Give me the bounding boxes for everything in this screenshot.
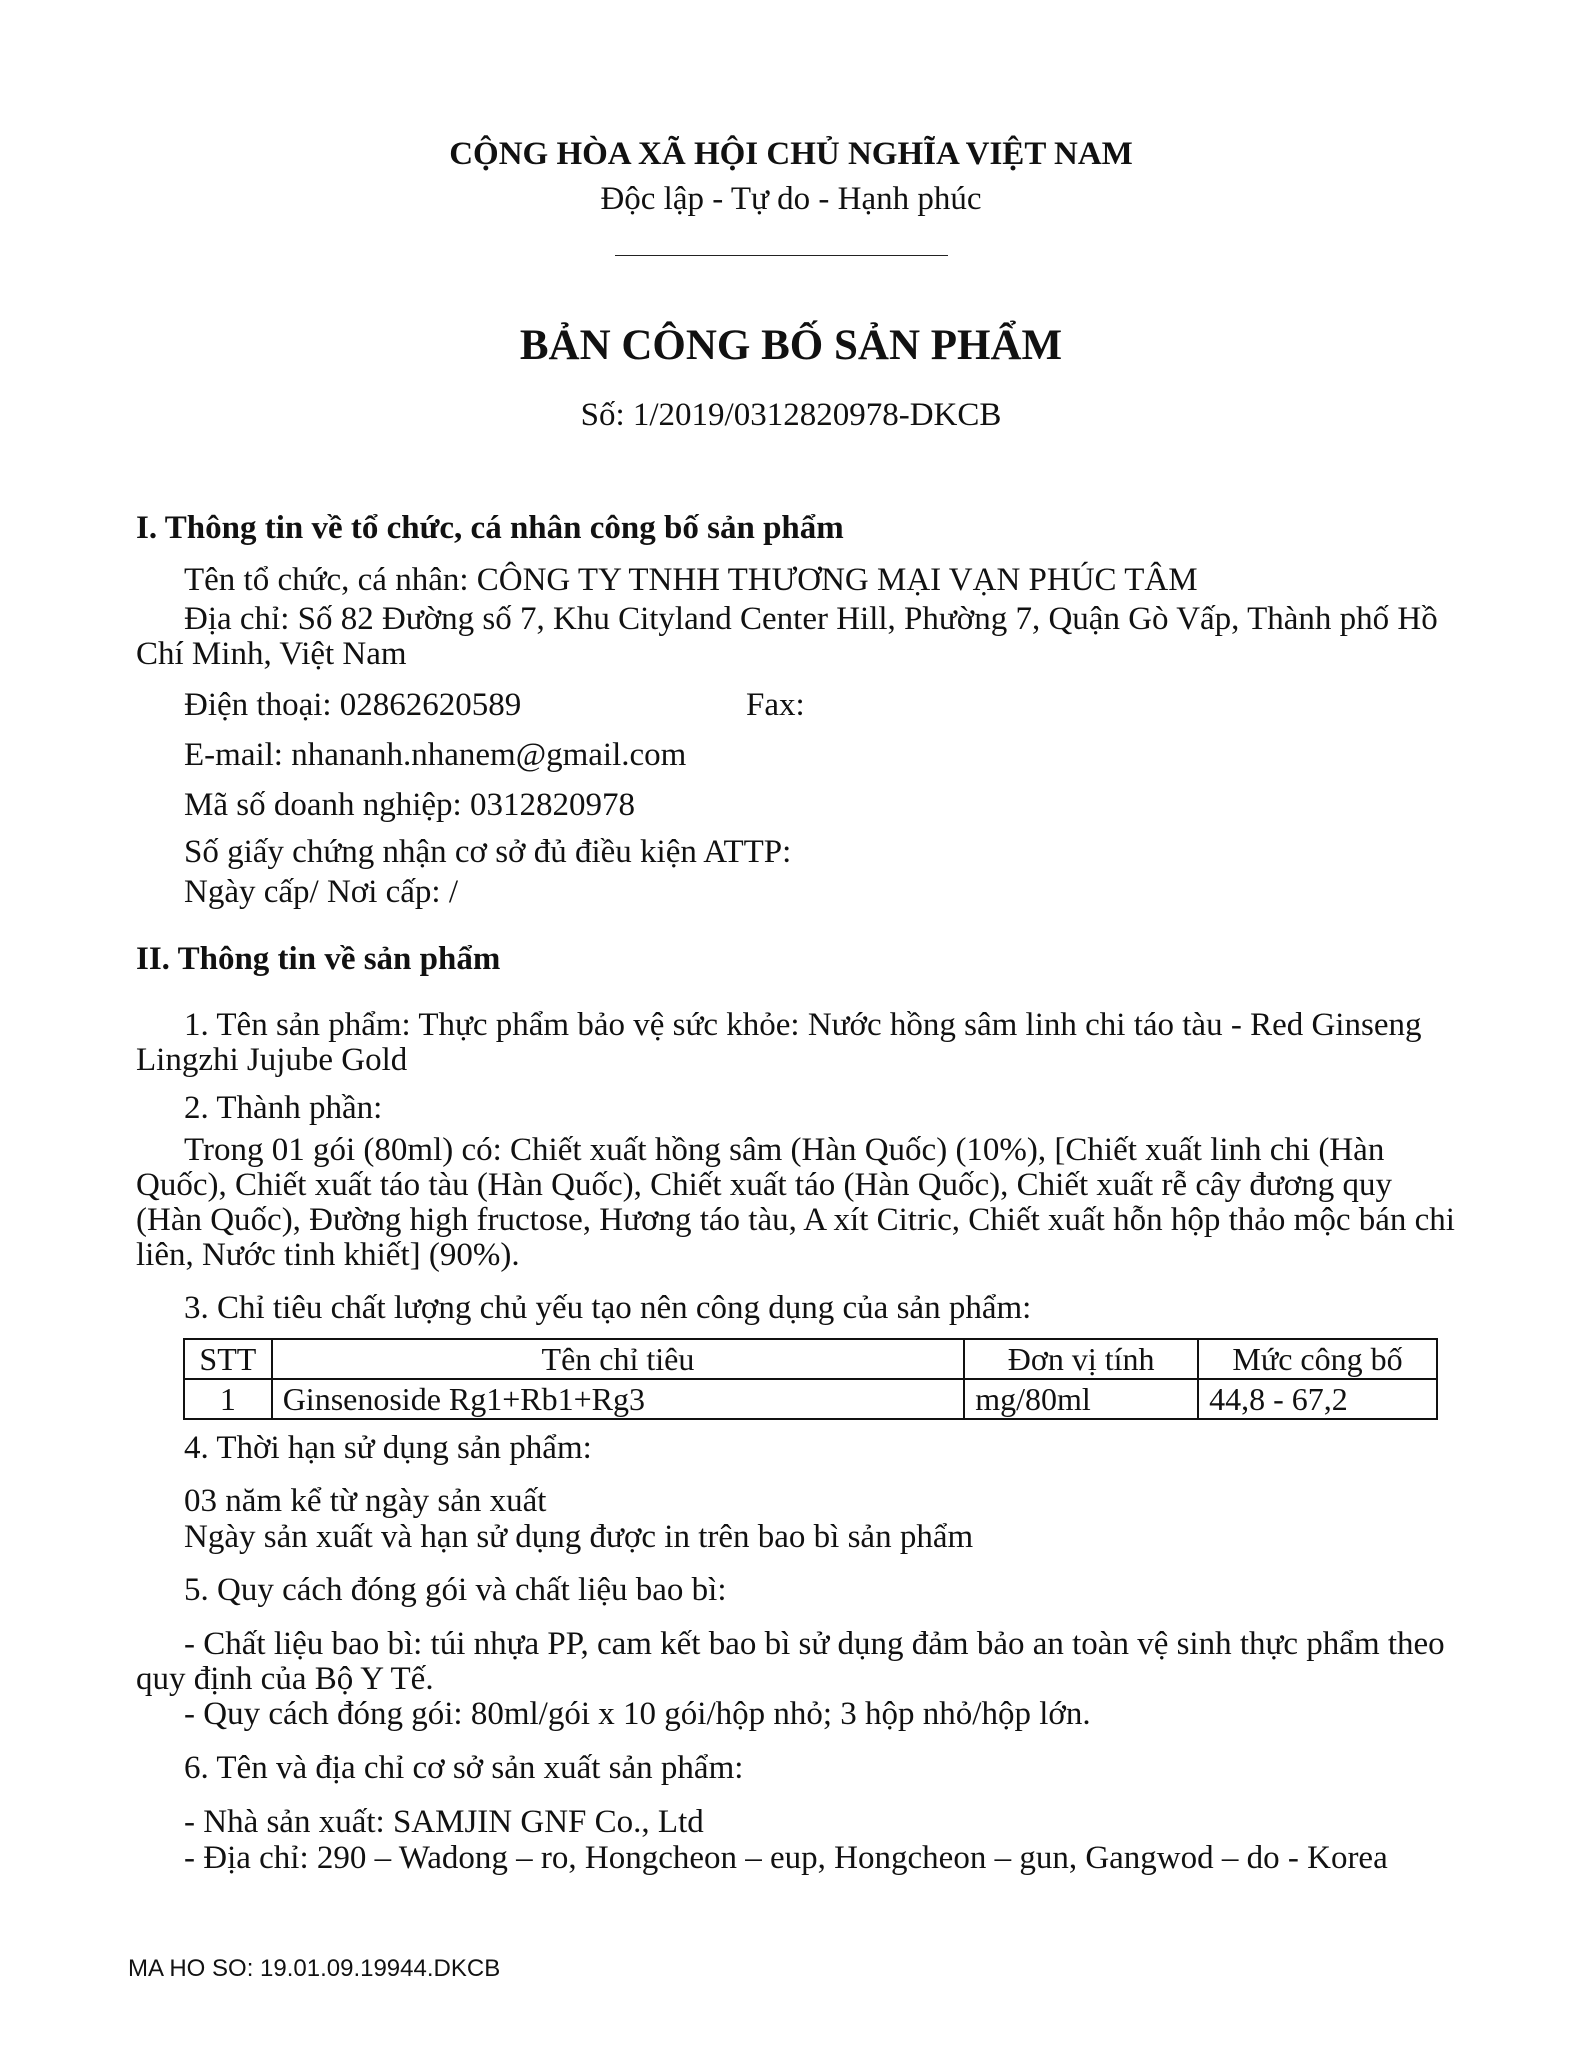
date-note: Ngày sản xuất và hạn sử dụng được in trên bao bì sản phẩm <box>184 1519 974 1555</box>
fax: Fax: <box>746 687 805 723</box>
document-title: BẢN CÔNG BỐ SẢN PHẨM <box>519 322 1063 369</box>
nation-title: CỘNG HÒA XÃ HỘI CHỦ NGHĨA VIỆT NAM <box>449 136 1133 172</box>
document-number: Số: 1/2019/0312820978-DKCB <box>580 397 1002 433</box>
table-cell: 1 <box>184 1379 272 1419</box>
org-address: Địa chỉ: Số 82 Đường số 7, Khu Cityland Center Hill, Phường 7, Quận Gò Vấp, Thành phố Hồ Chí Minh, Việt Nam <box>136 601 1438 672</box>
table-header: Tên chỉ tiêu <box>272 1339 965 1379</box>
issue-info: Ngày cấp/ Nơi cấp: / <box>184 874 459 910</box>
table-header-row <box>184 1339 1437 1379</box>
packaging-label: 5. Quy cách đóng gói và chất liệu bao bì: <box>184 1572 727 1608</box>
quality-label: 3. Chỉ tiêu chất lượng chủ yếu tạo nên công dụng của sản phẩm: <box>184 1290 1032 1326</box>
table-row <box>184 1379 1437 1419</box>
table-cell: mg/80ml <box>964 1379 1198 1419</box>
table-cell: 44,8 - 67,2 <box>1198 1379 1437 1419</box>
manufacturer-label: 6. Tên và địa chỉ cơ sở sản xuất sản phẩm: <box>184 1750 744 1786</box>
tax-code: Mã số doanh nghiệp: 0312820978 <box>184 787 635 823</box>
quality-table <box>183 1338 1438 1420</box>
divider <box>615 255 948 256</box>
section-2-heading: II. Thông tin về sản phẩm <box>136 941 501 977</box>
table-header: Mức công bố <box>1198 1339 1437 1379</box>
packing-spec: - Quy cách đóng gói: 80ml/gói x 10 gói/hộp nhỏ; 3 hộp nhỏ/hộp lớn. <box>184 1696 1091 1732</box>
manufacturer-name: - Nhà sản xuất: SAMJIN GNF Co., Ltd <box>184 1804 704 1840</box>
section-1-heading: I. Thông tin về tổ chức, cá nhân công bố sản phẩm <box>136 510 844 546</box>
motto: Độc lập - Tự do - Hạnh phúc <box>600 181 982 217</box>
phone: Điện thoại: 02862620589 <box>184 687 522 723</box>
org-name: Tên tổ chức, cá nhân: CÔNG TY TNHH THƯƠNG MẠI VẠN PHÚC TÂM <box>184 562 1198 598</box>
product-name: 1. Tên sản phẩm: Thực phẩm bảo vệ sức khỏe: Nước hồng sâm linh chi táo tàu - Red Ginseng Lingzhi Jujube Gold <box>136 1007 1422 1078</box>
attp-cert: Số giấy chứng nhận cơ sở đủ điều kiện ATTP: <box>184 834 792 870</box>
packaging-material: - Chất liệu bao bì: túi nhựa PP, cam kết bao bì sử dụng đảm bảo an toàn vệ sinh thực phẩm theo quy định của Bộ Y Tế. <box>136 1626 1445 1697</box>
composition-label: 2. Thành phần: <box>184 1090 383 1126</box>
record-code: MA HO SO: 19.01.09.19944.DKCB <box>128 1955 501 1982</box>
table-header: Đơn vị tính <box>964 1339 1198 1379</box>
shelf-life-label: 4. Thời hạn sử dụng sản phẩm: <box>184 1430 592 1466</box>
table-header: STT <box>184 1339 272 1379</box>
composition-text: Trong 01 gói (80ml) có: Chiết xuất hồng sâm (Hàn Quốc) (10%), [Chiết xuất linh chi (Hàn Quốc), Chiết xuất táo tàu (Hàn Quốc), Chiết xuất táo (Hàn Quốc), Chiết xuất rễ cây đương quy (Hàn Quốc), Đường high fructose, Hương táo tàu, A xít Citric, Chiết xuất hỗn hộp thảo mộc bán chi liên, Nước tinh khiết] (90%). <box>136 1132 1455 1273</box>
table-cell: Ginsenoside Rg1+Rb1+Rg3 <box>272 1379 965 1419</box>
shelf-life: 03 năm kể từ ngày sản xuất <box>184 1483 547 1519</box>
email: E-mail: nhananh.nhanem@gmail.com <box>184 737 687 773</box>
manufacturer-address: - Địa chỉ: 290 – Wadong – ro, Hongcheon – eup, Hongcheon – gun, Gangwod – do - Korea <box>184 1840 1388 1876</box>
